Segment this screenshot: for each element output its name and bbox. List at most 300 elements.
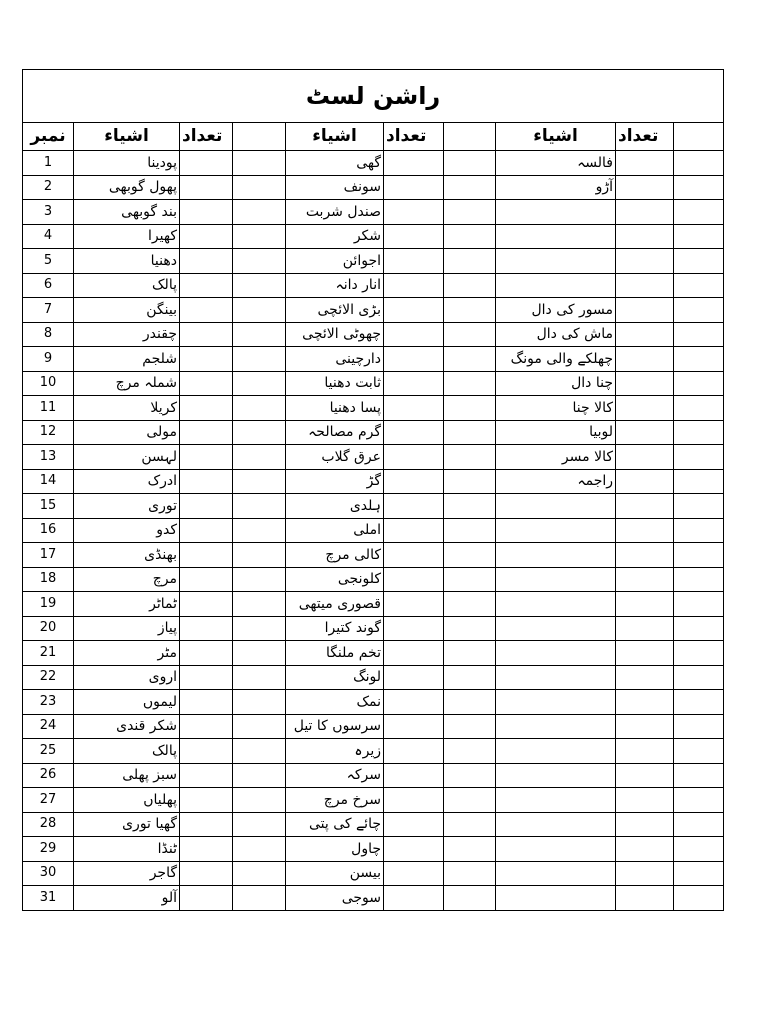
item-col-3 [496, 249, 616, 274]
blank-cell-3 [674, 714, 724, 739]
blank-cell-3 [674, 886, 724, 911]
item-col-3 [496, 616, 616, 641]
quantity-cell-2 [384, 151, 444, 176]
item-col-2: کالی مرچ [286, 543, 384, 568]
blank-cell-2 [444, 714, 496, 739]
item-col-2: انار دانہ [286, 273, 384, 298]
blank-cell-1 [233, 861, 286, 886]
quantity-cell-1 [180, 371, 233, 396]
quantity-cell-3 [616, 298, 674, 323]
quantity-cell-3 [616, 445, 674, 470]
quantity-cell-3 [616, 592, 674, 617]
item-col-3 [496, 543, 616, 568]
item-col-2: سوجی [286, 886, 384, 911]
blank-cell-2 [444, 616, 496, 641]
item-col-2: پسا دھنیا [286, 396, 384, 421]
item-col-1: پالک [74, 273, 180, 298]
blank-cell-1 [233, 739, 286, 764]
quantity-cell-1 [180, 886, 233, 911]
table-row [23, 494, 724, 519]
blank-cell-1 [233, 298, 286, 323]
table-row [23, 665, 724, 690]
blank-cell-1 [233, 175, 286, 200]
row-number: 14 [23, 469, 74, 494]
header-blank-2 [444, 123, 496, 151]
blank-cell-2 [444, 371, 496, 396]
row-number: 12 [23, 420, 74, 445]
blank-cell-2 [444, 763, 496, 788]
item-col-2: سرکہ [286, 763, 384, 788]
quantity-cell-1 [180, 788, 233, 813]
row-number: 16 [23, 518, 74, 543]
quantity-cell-1 [180, 396, 233, 421]
quantity-cell-1 [180, 567, 233, 592]
table-row [23, 175, 724, 200]
table-row [23, 322, 724, 347]
item-col-3: کالا چنا [496, 396, 616, 421]
blank-cell-3 [674, 861, 724, 886]
item-col-1: مٹر [74, 641, 180, 666]
item-col-1: آلو [74, 886, 180, 911]
item-col-3 [496, 714, 616, 739]
quantity-cell-3 [616, 175, 674, 200]
table-row [23, 837, 724, 862]
quantity-cell-3 [616, 151, 674, 176]
blank-cell-1 [233, 371, 286, 396]
item-col-2: صندل شربت [286, 200, 384, 225]
item-col-2: گوند کتیرا [286, 616, 384, 641]
table-row [23, 224, 724, 249]
table-row [23, 298, 724, 323]
table-row [23, 420, 724, 445]
quantity-cell-2 [384, 641, 444, 666]
row-number: 23 [23, 690, 74, 715]
blank-cell-3 [674, 224, 724, 249]
quantity-cell-1 [180, 298, 233, 323]
table-row [23, 396, 724, 421]
quantity-cell-1 [180, 249, 233, 274]
quantity-cell-2 [384, 494, 444, 519]
blank-cell-2 [444, 249, 496, 274]
quantity-cell-1 [180, 837, 233, 862]
blank-cell-3 [674, 837, 724, 862]
quantity-cell-3 [616, 200, 674, 225]
blank-cell-2 [444, 200, 496, 225]
blank-cell-1 [233, 812, 286, 837]
quantity-cell-2 [384, 200, 444, 225]
row-number: 25 [23, 739, 74, 764]
quantity-cell-1 [180, 861, 233, 886]
quantity-cell-2 [384, 763, 444, 788]
item-col-3: مسور کی دال [496, 298, 616, 323]
blank-cell-3 [674, 763, 724, 788]
item-col-1: ٹنڈا [74, 837, 180, 862]
row-number: 19 [23, 592, 74, 617]
table-row [23, 445, 724, 470]
blank-cell-3 [674, 616, 724, 641]
item-col-2: گرم مصالحہ [286, 420, 384, 445]
quantity-cell-2 [384, 445, 444, 470]
item-col-2: ثابت دھنیا [286, 371, 384, 396]
quantity-cell-2 [384, 420, 444, 445]
row-number: 15 [23, 494, 74, 519]
quantity-cell-3 [616, 690, 674, 715]
blank-cell-2 [444, 690, 496, 715]
row-number: 24 [23, 714, 74, 739]
item-col-3 [496, 200, 616, 225]
blank-cell-2 [444, 739, 496, 764]
blank-cell-1 [233, 665, 286, 690]
blank-cell-1 [233, 518, 286, 543]
item-col-3 [496, 788, 616, 813]
quantity-cell-2 [384, 518, 444, 543]
blank-cell-2 [444, 861, 496, 886]
blank-cell-2 [444, 518, 496, 543]
blank-cell-3 [674, 469, 724, 494]
quantity-cell-2 [384, 224, 444, 249]
blank-cell-2 [444, 592, 496, 617]
table-row [23, 812, 724, 837]
item-col-2: چھوٹی الائچی [286, 322, 384, 347]
row-number: 22 [23, 665, 74, 690]
table-row [23, 249, 724, 274]
row-number: 3 [23, 200, 74, 225]
item-col-3 [496, 837, 616, 862]
quantity-cell-2 [384, 543, 444, 568]
quantity-cell-1 [180, 347, 233, 372]
item-col-1: پھول گوبھی [74, 175, 180, 200]
item-col-2: زیرہ [286, 739, 384, 764]
blank-cell-1 [233, 249, 286, 274]
item-col-3 [496, 690, 616, 715]
item-col-1: پودینا [74, 151, 180, 176]
item-rows [23, 151, 724, 911]
item-col-2: عرق گلاب [286, 445, 384, 470]
quantity-cell-3 [616, 714, 674, 739]
item-col-2: املی [286, 518, 384, 543]
quantity-cell-3 [616, 812, 674, 837]
blank-cell-3 [674, 665, 724, 690]
table-row [23, 739, 724, 764]
quantity-cell-2 [384, 322, 444, 347]
table-row [23, 273, 724, 298]
table-row [23, 861, 724, 886]
blank-cell-3 [674, 249, 724, 274]
row-number: 1 [23, 151, 74, 176]
blank-cell-1 [233, 616, 286, 641]
item-col-2: بیسن [286, 861, 384, 886]
item-col-1: شلجم [74, 347, 180, 372]
item-col-2: چاول [286, 837, 384, 862]
row-number: 4 [23, 224, 74, 249]
quantity-cell-1 [180, 763, 233, 788]
row-number: 27 [23, 788, 74, 813]
quantity-cell-2 [384, 371, 444, 396]
item-col-3 [496, 494, 616, 519]
item-col-1: دھنیا [74, 249, 180, 274]
item-col-3 [496, 224, 616, 249]
quantity-cell-2 [384, 273, 444, 298]
quantity-cell-1 [180, 200, 233, 225]
quantity-cell-1 [180, 739, 233, 764]
table-row [23, 200, 724, 225]
blank-cell-3 [674, 641, 724, 666]
blank-cell-1 [233, 567, 286, 592]
blank-cell-1 [233, 886, 286, 911]
blank-cell-2 [444, 469, 496, 494]
quantity-cell-2 [384, 396, 444, 421]
item-col-3: چھلکے والی مونگ [496, 347, 616, 372]
item-col-1: گھیا توری [74, 812, 180, 837]
quantity-cell-1 [180, 543, 233, 568]
quantity-cell-2 [384, 665, 444, 690]
blank-cell-3 [674, 567, 724, 592]
blank-cell-3 [674, 788, 724, 813]
quantity-cell-1 [180, 151, 233, 176]
quantity-cell-1 [180, 714, 233, 739]
row-number: 20 [23, 616, 74, 641]
item-col-3: راجمہ [496, 469, 616, 494]
item-col-1: پالک [74, 739, 180, 764]
item-col-1: کریلا [74, 396, 180, 421]
blank-cell-3 [674, 347, 724, 372]
blank-cell-2 [444, 641, 496, 666]
blank-cell-1 [233, 151, 286, 176]
blank-cell-1 [233, 837, 286, 862]
item-col-1: پیاز [74, 616, 180, 641]
quantity-cell-3 [616, 837, 674, 862]
blank-cell-3 [674, 812, 724, 837]
item-col-3 [496, 886, 616, 911]
item-col-3 [496, 665, 616, 690]
quantity-cell-3 [616, 322, 674, 347]
blank-cell-2 [444, 273, 496, 298]
table-row [23, 151, 724, 176]
blank-cell-3 [674, 200, 724, 225]
row-number: 2 [23, 175, 74, 200]
quantity-cell-3 [616, 518, 674, 543]
item-col-1: کدو [74, 518, 180, 543]
quantity-cell-2 [384, 175, 444, 200]
blank-cell-3 [674, 298, 724, 323]
blank-cell-2 [444, 175, 496, 200]
table-row [23, 616, 724, 641]
blank-cell-2 [444, 322, 496, 347]
quantity-cell-1 [180, 616, 233, 641]
blank-cell-3 [674, 543, 724, 568]
blank-cell-3 [674, 175, 724, 200]
blank-cell-2 [444, 812, 496, 837]
item-col-3: لوبیا [496, 420, 616, 445]
table-row [23, 543, 724, 568]
quantity-cell-3 [616, 886, 674, 911]
item-col-2: لونگ [286, 665, 384, 690]
item-col-3: چنا دال [496, 371, 616, 396]
quantity-cell-2 [384, 812, 444, 837]
quantity-cell-2 [384, 714, 444, 739]
item-col-3 [496, 273, 616, 298]
item-col-1: شملہ مرچ [74, 371, 180, 396]
blank-cell-1 [233, 420, 286, 445]
blank-cell-1 [233, 469, 286, 494]
item-col-3: کالا مسر [496, 445, 616, 470]
item-col-3 [496, 567, 616, 592]
item-col-2: قصوری میتھی [286, 592, 384, 617]
row-number: 7 [23, 298, 74, 323]
blank-cell-1 [233, 714, 286, 739]
table-row [23, 641, 724, 666]
quantity-cell-1 [180, 641, 233, 666]
item-col-2: بڑی الائچی [286, 298, 384, 323]
row-number: 21 [23, 641, 74, 666]
item-col-3 [496, 592, 616, 617]
table-row [23, 347, 724, 372]
quantity-cell-3 [616, 371, 674, 396]
quantity-cell-1 [180, 322, 233, 347]
quantity-cell-1 [180, 665, 233, 690]
blank-cell-2 [444, 788, 496, 813]
blank-cell-2 [444, 445, 496, 470]
quantity-cell-3 [616, 739, 674, 764]
quantity-cell-3 [616, 567, 674, 592]
quantity-cell-1 [180, 175, 233, 200]
blank-cell-1 [233, 494, 286, 519]
blank-cell-3 [674, 690, 724, 715]
row-number: 26 [23, 763, 74, 788]
blank-cell-1 [233, 322, 286, 347]
blank-cell-1 [233, 445, 286, 470]
item-col-2: کلونجی [286, 567, 384, 592]
blank-cell-1 [233, 592, 286, 617]
item-col-2: ہلدی [286, 494, 384, 519]
quantity-cell-2 [384, 592, 444, 617]
quantity-cell-2 [384, 298, 444, 323]
item-col-1: مولی [74, 420, 180, 445]
item-col-1: بینگن [74, 298, 180, 323]
blank-cell-3 [674, 518, 724, 543]
quantity-cell-1 [180, 518, 233, 543]
item-col-3 [496, 739, 616, 764]
sheet-title: راشن لسٹ [23, 70, 724, 123]
blank-cell-2 [444, 543, 496, 568]
quantity-cell-3 [616, 347, 674, 372]
quantity-cell-3 [616, 616, 674, 641]
quantity-cell-1 [180, 690, 233, 715]
table-row [23, 788, 724, 813]
quantity-cell-1 [180, 469, 233, 494]
item-col-1: پھلیاں [74, 788, 180, 813]
item-col-2: سرخ مرچ [286, 788, 384, 813]
quantity-cell-3 [616, 494, 674, 519]
quantity-cell-2 [384, 567, 444, 592]
quantity-cell-2 [384, 837, 444, 862]
blank-cell-3 [674, 322, 724, 347]
item-col-2: اجوائن [286, 249, 384, 274]
quantity-cell-3 [616, 396, 674, 421]
row-number: 5 [23, 249, 74, 274]
item-col-3 [496, 812, 616, 837]
item-col-3 [496, 641, 616, 666]
quantity-cell-3 [616, 788, 674, 813]
item-col-3: ماش کی دال [496, 322, 616, 347]
row-number: 31 [23, 886, 74, 911]
header-quantity-1: تعداد [180, 123, 233, 151]
item-col-1: گاجر [74, 861, 180, 886]
quantity-cell-3 [616, 224, 674, 249]
blank-cell-3 [674, 494, 724, 519]
quantity-cell-1 [180, 445, 233, 470]
item-col-1: بھنڈی [74, 543, 180, 568]
quantity-cell-3 [616, 861, 674, 886]
item-col-2: سونف [286, 175, 384, 200]
blank-cell-1 [233, 347, 286, 372]
item-col-1: کھیرا [74, 224, 180, 249]
item-col-3 [496, 861, 616, 886]
quantity-cell-1 [180, 420, 233, 445]
table-row [23, 469, 724, 494]
blank-cell-1 [233, 396, 286, 421]
row-number: 9 [23, 347, 74, 372]
blank-cell-3 [674, 151, 724, 176]
table-row [23, 763, 724, 788]
row-number: 17 [23, 543, 74, 568]
blank-cell-1 [233, 788, 286, 813]
header-items-2: اشیاء [286, 123, 384, 151]
blank-cell-1 [233, 273, 286, 298]
quantity-cell-3 [616, 249, 674, 274]
row-number: 13 [23, 445, 74, 470]
item-col-2: سرسوں کا تیل [286, 714, 384, 739]
blank-cell-1 [233, 641, 286, 666]
quantity-cell-2 [384, 739, 444, 764]
blank-cell-3 [674, 592, 724, 617]
quantity-cell-2 [384, 469, 444, 494]
blank-cell-3 [674, 420, 724, 445]
item-col-1: ٹماٹر [74, 592, 180, 617]
table-row [23, 714, 724, 739]
blank-cell-3 [674, 273, 724, 298]
header-blank-1 [233, 123, 286, 151]
blank-cell-2 [444, 665, 496, 690]
blank-cell-2 [444, 886, 496, 911]
item-col-1: چقندر [74, 322, 180, 347]
blank-cell-2 [444, 224, 496, 249]
blank-cell-3 [674, 371, 724, 396]
item-col-1: لیموں [74, 690, 180, 715]
item-col-3 [496, 763, 616, 788]
item-col-1: اروی [74, 665, 180, 690]
item-col-3: فالسہ [496, 151, 616, 176]
blank-cell-2 [444, 396, 496, 421]
item-col-3 [496, 518, 616, 543]
item-col-3: آڑو [496, 175, 616, 200]
table-row [23, 886, 724, 911]
row-number: 30 [23, 861, 74, 886]
blank-cell-2 [444, 298, 496, 323]
quantity-cell-1 [180, 273, 233, 298]
blank-cell-1 [233, 690, 286, 715]
item-col-1: سبز پھلی [74, 763, 180, 788]
quantity-cell-1 [180, 494, 233, 519]
blank-cell-2 [444, 347, 496, 372]
quantity-cell-1 [180, 812, 233, 837]
blank-cell-3 [674, 739, 724, 764]
header-quantity-2: تعداد [384, 123, 444, 151]
header-number: نمبر [23, 123, 74, 151]
quantity-cell-2 [384, 249, 444, 274]
item-col-1: ادرک [74, 469, 180, 494]
header-blank-3 [674, 123, 724, 151]
